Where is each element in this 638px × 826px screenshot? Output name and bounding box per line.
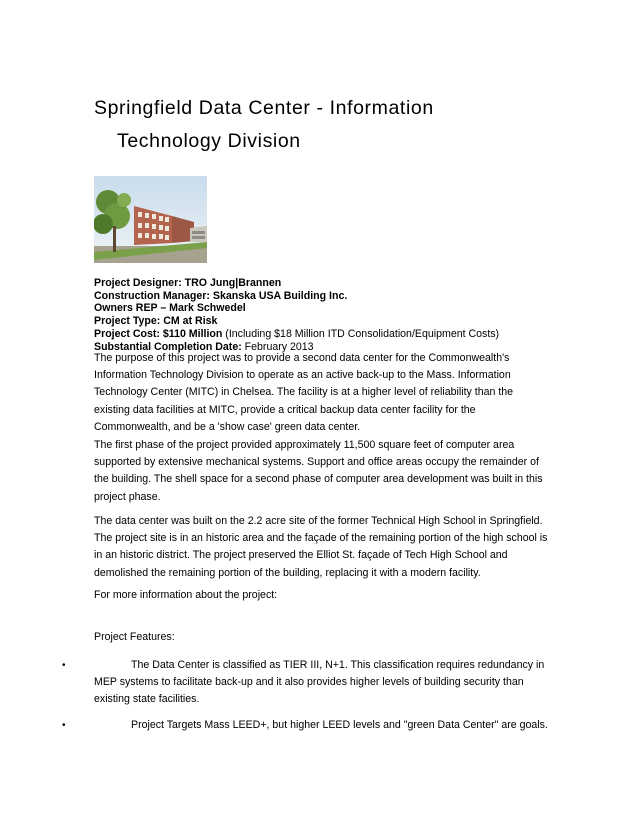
completion-date: Substantial Completion Date: February 2013: [94, 340, 314, 353]
title-line-2: Technology Division: [117, 130, 301, 152]
owners-rep: Owners REP – Mark Schwedel: [94, 302, 246, 315]
building-rendering-image: [94, 176, 207, 263]
page-title: [94, 92, 564, 158]
project-details: [94, 277, 564, 353]
paragraph-more-info: For more information about the project:: [94, 589, 278, 601]
paragraph-first-phase: The first phase of the project provided approximately 11,500 square feet of computer area supported by extensive mechanical systems. Support and office areas occupy the remainder of the building. The shell space for a second phase of computer area development was built in this project phase.: [94, 439, 543, 503]
project-type: Project Type: CM at Risk: [94, 315, 218, 328]
title-line-1: Springfield Data Center - Information: [94, 97, 434, 119]
construction-manager: Construction Manager: Skanska USA Building Inc.: [94, 289, 348, 302]
project-features-heading: Project Features:: [94, 631, 175, 643]
list-item: Project Targets Mass LEED+, but higher LEED levels and "green Data Center" are goals.: [131, 719, 548, 731]
project-designer: Project Designer: TRO Jung|Brannen: [94, 277, 282, 289]
bullet-dot: •: [62, 720, 66, 731]
paragraph-purpose: The purpose of this project was to provide a second data center for the Commonwealth's Information Technology Division to operate as an active back-up to the Mass. Information Technology Center (MITC) in Chelsea. The facility is at a higher level of reliability than the existing data facilities at MITC, provide a critical backup data center facility for the Commonwealth, and be a 'show case' green data center.: [94, 352, 514, 433]
paragraph-site: The data center was built on the 2.2 acre site of the former Technical High School in Springfield. The project site is in an historic area and the façade of the remaining portion of the high school is in an historic district. The project preserved the Elliot St. façade of Tech High School and demolished the remaining portion of the building, replacing it with a modern facility.: [94, 515, 548, 579]
project-cost: Project Cost: $110 Million (Including $18 Million ITD Consolidation/Equipment Costs): [94, 327, 500, 340]
bullet-dot: •: [62, 660, 66, 671]
list-item: The Data Center is classified as TIER III, N+1. This classification requires redundancy in MEP systems to facilitate back-up and it also provides higher levels of building security than existing state facilities.: [94, 659, 545, 706]
